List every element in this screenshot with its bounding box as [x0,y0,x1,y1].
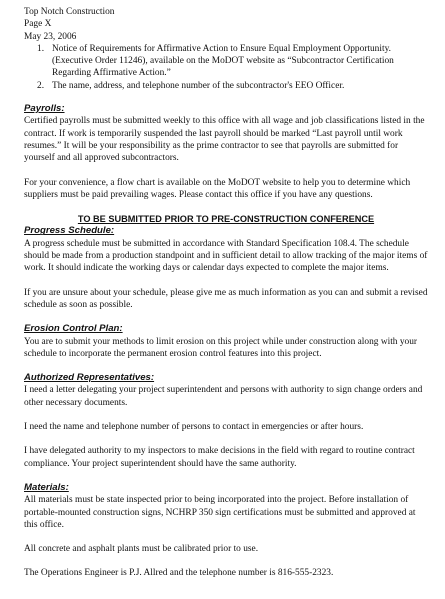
document-page [24,6,428,580]
list-item-number: 2. [37,80,45,91]
notices-list [24,43,428,92]
payrolls-paragraph-1: Certified payrolls must be submitted weekly to this office with all wage and job classifications listed in the contract. If work is temporarily suspended the last payroll should be marked “Last payroll until work resumes.” It will be your responsibility as the prime contractor to see that payrolls are submitted for yourself and all approved subcontractors. [24,116,425,164]
erosion-paragraph-1: You are to submit your methods to limit erosion on this project while under construction along with your schedule to incorporate the permanent erosion control features into this project. [24,336,418,359]
letter-date: May 23, 2006 [24,31,77,42]
materials-paragraph-2: All concrete and asphalt plants must be calibrated prior to use. [24,544,259,555]
company-name: Top Notch Construction [24,7,115,17]
payrolls-heading: Payrolls: [24,103,65,115]
preconstruction-heading: TO BE SUBMITTED PRIOR TO PRE-CONSTRUCTION CONFERENCE [77,214,375,225]
authorized-paragraph-1: I need a letter delegating your project superintendent and persons with authority to sign change orders and other necessary documents. [24,385,423,408]
payrolls-paragraph-2: For your convenience, a flow chart is available on the MoDOT website to help you to determine which suppliers must be paid prevailing wages. Please contact this office if you have any questions. [24,177,411,200]
materials-paragraph-1: All materials must be state inspected prior to being incorporated into the project. Before installation of portable-mounted construction signs, NCHRP 350 sign certifications must be submitted and approved at this office. [24,495,416,530]
erosion-control-heading: Erosion Control Plan: [24,323,123,335]
list-item-text: Notice of Requirements for Affirmative Action to Ensure Equal Employment Opportunity. (Executive Order 11246), available on the MoDOT website as “Subcontractor Certification Regarding Affirmative Action.” [52,43,394,79]
authorized-paragraph-2: I need the name and telephone number of persons to contact in emergencies or after hours. [24,422,364,433]
list-item-number: 1. [37,43,45,54]
authorized-paragraph-3: I have delegated authority to my inspectors to make decisions in the field with regard to routine contract compliance. Your project superintendent should have the same authority. [24,446,415,469]
materials-paragraph-3: The Operations Engineer is P.J. Allred and the telephone number is 816-555-2323. [24,568,334,579]
list-item-text: The name, address, and telephone number of the subcontractor's EEO Officer. [52,80,345,91]
page-number: Page X [24,19,52,30]
authorized-representatives-heading: Authorized Representatives: [24,372,155,384]
progress-paragraph-2: If you are unsure about your schedule, please give me as much information as you can and submit a revised schedule as soon as possible. [24,287,428,310]
list-item [24,80,428,92]
progress-paragraph-1: A progress schedule must be submitted in accordance with Standard Specification 108.4. The schedule should be made from a production standpoint and in sufficient detail to allow tracking of the major items of work. It should indicate the working days or calendar days expected to complete the major items. [24,238,428,274]
materials-heading: Materials: [24,481,69,493]
progress-schedule-heading: Progress Schedule: [24,225,115,237]
list-item [24,43,428,80]
